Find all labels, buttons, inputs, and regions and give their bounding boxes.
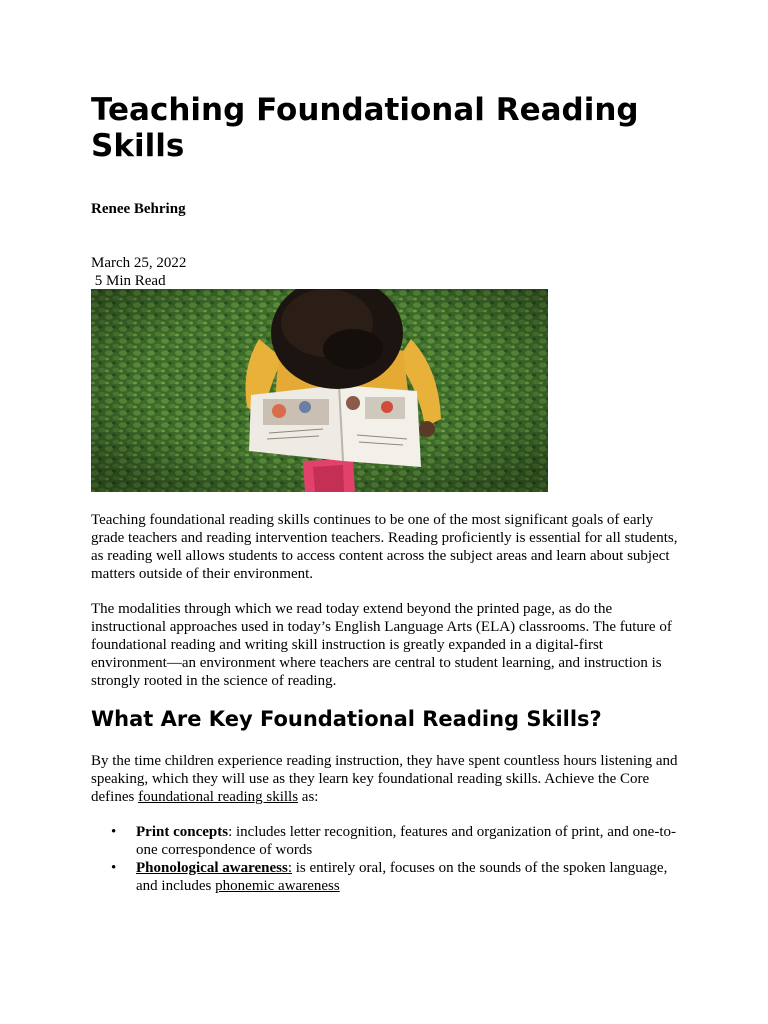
- article-title: Teaching Foundational Reading Skills: [91, 92, 639, 164]
- list-term: Print concepts: [136, 824, 229, 840]
- list-term: Phonological awareness: [136, 860, 288, 876]
- author-name[interactable]: Renee Behring: [91, 201, 186, 217]
- paragraph: The modalities through which we read today extend beyond the printed page, as do the instructional approaches used in today’s English Language Arts (ELA) classrooms. The future of foundational reading and writing skill instruction is greatly expanded in a digital-first environment—an environment where teachers are central to student learning, and instruction is strongly rooted in the science of reading.: [91, 601, 672, 689]
- section-intro: [91, 752, 681, 806]
- list-item: [91, 859, 681, 895]
- child-reading-book-illustration: [91, 289, 548, 492]
- article-hero-image: [91, 289, 548, 492]
- list-text: : includes letter recognition, features and organization of print, and one-to-one correspondence of words: [136, 824, 676, 858]
- intro-text: By the time children experience reading instruction, they have spent countless hours listening and speaking, which they will use as they learn key foundational reading skills. Achieve the Core defines: [91, 753, 678, 805]
- publish-date: March 25, 2022: [91, 255, 187, 271]
- foundational-reading-skills-link[interactable]: foundational reading skills: [138, 789, 299, 805]
- bullet-icon: •: [111, 860, 117, 876]
- intro-text-end: as:: [298, 789, 319, 805]
- section-heading: What Are Key Foundational Reading Skills?: [91, 707, 602, 731]
- read-time: 5 Min Read: [94, 273, 166, 289]
- bullet-icon: •: [111, 824, 117, 840]
- phonological-awareness-link[interactable]: Phonological awareness:: [136, 860, 292, 876]
- list-text: is entirely oral, focuses on the sounds of the spoken language, and includes: [136, 860, 668, 894]
- skills-list: [91, 823, 681, 895]
- paragraph: Teaching foundational reading skills continues to be one of the most significant goals of early grade teachers and reading intervention teachers. Reading proficiently is essential for all students, as reading well allows students to access content across the subject areas and learn about subject matters outside of their environment.: [91, 512, 678, 582]
- phonemic-awareness-link[interactable]: phonemic awareness: [215, 878, 340, 894]
- list-item: [91, 823, 681, 859]
